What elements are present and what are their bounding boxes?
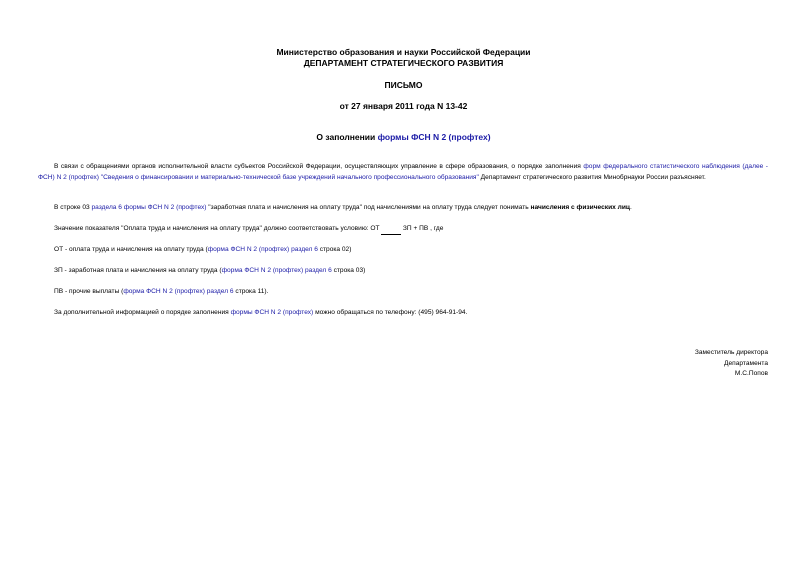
paragraph-text: строка 03) [331, 267, 366, 274]
bold-term: начисления с физических лиц [530, 204, 630, 211]
paragraph-text: Департамент стратегического развития Минобрнауки России разъясняет. [478, 173, 706, 181]
signature-name: М.С.Попов [734, 370, 768, 377]
forms-fsn-link[interactable]: форм федерального статистического наблюдения (далее - ФСН) N 2 (профтех) "Сведения о финансировании и материально-технической базе учреждений начального профессионального образования" [38, 163, 769, 181]
paragraph-text: строка 02) [317, 246, 352, 253]
signature-unit: Департамента [724, 360, 768, 367]
paragraph-pv [38, 287, 768, 298]
paragraph-text: ПВ - прочие выплаты ( [54, 288, 124, 295]
comparison-symbol [381, 224, 401, 235]
paragraph-line-03 [38, 203, 768, 214]
paragraph-text: строка 11). [233, 288, 269, 295]
paragraph-text: . [629, 204, 632, 211]
subject-prefix: О заполнении [316, 132, 378, 142]
paragraph-text: Значение показателя "Оплата труда и начисления на оплату труда" должно соответствовать условию: ОТ [54, 225, 382, 232]
ministry-name: Министерство образования и науки Российской Федерации [276, 47, 531, 57]
department-name: ДЕПАРТАМЕНТ СТРАТЕГИЧЕСКОГО РАЗВИТИЯ [303, 58, 504, 68]
paragraph-text: В строке 03 [54, 204, 92, 211]
paragraph-text: За дополнительной информацией о порядке заполнения [54, 309, 231, 316]
document-subject [0, 132, 807, 142]
paragraph-intro [38, 162, 768, 183]
paragraph-contact [38, 308, 768, 319]
form-section6-link-ot[interactable]: форма ФСН N 2 (профтех) раздел 6 [207, 246, 318, 253]
document-type: ПИСЬМО [384, 80, 423, 90]
paragraph-ot [38, 245, 768, 256]
form-section6-link-zp[interactable]: форма ФСН N 2 (профтех) раздел 6 [221, 267, 332, 274]
paragraph-condition [38, 224, 768, 235]
subject-form-link[interactable]: формы ФСН N 2 (профтех) [377, 132, 491, 142]
paragraph-text: ОТ - оплата труда и начисления на оплату труда ( [54, 246, 208, 253]
paragraph-text: "заработная плата и начисления на оплату труда" под начислениями на оплату труда следует понимать [206, 204, 531, 211]
document-date-number: от 27 января 2011 года N 13-42 [339, 101, 468, 111]
paragraph-text: В связи с обращениями органов исполнительной власти субъектов Российской Федерации, осуществляющих управление в сфере образования, о порядке заполнения [54, 163, 584, 170]
paragraph-zp [38, 266, 768, 277]
paragraph-text: ЗП + ПВ , где [401, 225, 444, 232]
paragraph-text: ЗП - заработная плата и начисления на оплату труда ( [54, 267, 222, 274]
paragraph-text: можно обращаться по телефону: (495) 964-91-94. [313, 309, 468, 316]
section6-form-link[interactable]: раздела 6 формы ФСН N 2 (профтех) [91, 204, 207, 211]
form-fsn-link-contact[interactable]: формы ФСН N 2 (профтех) [230, 309, 314, 316]
signature-position: Заместитель директора [694, 349, 768, 356]
form-section6-link-pv[interactable]: форма ФСН N 2 (профтех) раздел 6 [123, 288, 234, 295]
